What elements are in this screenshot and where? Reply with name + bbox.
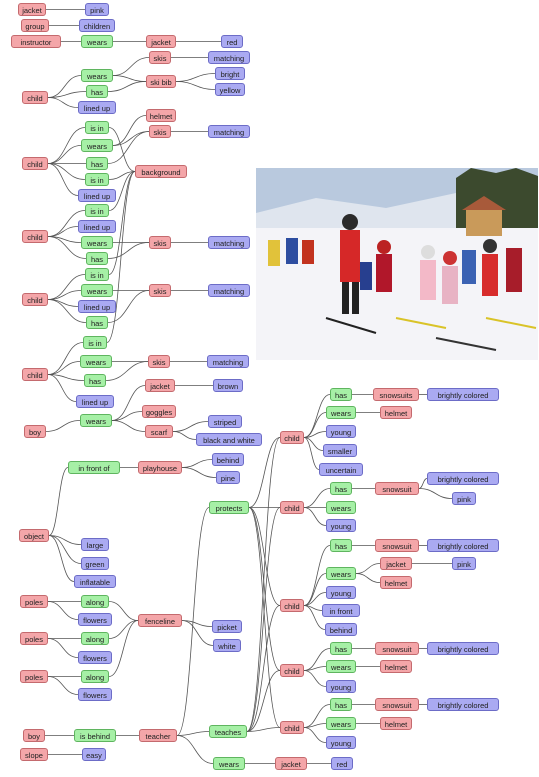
node-wears[interactable]: wears	[326, 406, 356, 419]
node-pink[interactable]: pink	[85, 3, 109, 16]
node-smaller[interactable]: smaller	[323, 444, 357, 457]
node-wears[interactable]: wears	[81, 284, 113, 297]
edge	[48, 677, 78, 695]
node-in-front[interactable]: in front	[322, 604, 360, 617]
node-large[interactable]: large	[81, 538, 109, 551]
edge	[48, 343, 83, 375]
node-jacket[interactable]: jacket	[275, 757, 307, 770]
node-skis[interactable]: skis	[149, 125, 171, 138]
edge	[182, 621, 213, 646]
node-protects[interactable]: protects	[209, 501, 249, 514]
photo-playhouse	[466, 208, 502, 236]
node-poles[interactable]: poles	[20, 595, 48, 608]
node-in-front-of[interactable]: in front of	[68, 461, 120, 474]
edge	[48, 275, 85, 300]
node-young[interactable]: young	[326, 519, 356, 532]
edge	[173, 432, 196, 440]
node-matching[interactable]: matching	[208, 125, 250, 138]
node-along[interactable]: along	[81, 670, 109, 683]
node-striped[interactable]: striped	[208, 415, 242, 428]
edge	[247, 438, 280, 732]
node-wears[interactable]: wears	[81, 139, 113, 152]
node-is-in[interactable]: is in	[85, 268, 109, 281]
node-black-and-white[interactable]: black and white	[196, 433, 262, 446]
node-jacket[interactable]: jacket	[145, 379, 175, 392]
node-helmet[interactable]: helmet	[380, 406, 412, 419]
node-children[interactable]: children	[79, 19, 115, 32]
node-green[interactable]: green	[81, 557, 109, 570]
node-is-in[interactable]: is in	[85, 121, 109, 134]
edge	[304, 671, 326, 687]
node-behind[interactable]: behind	[212, 453, 244, 466]
node-child[interactable]: child	[280, 501, 304, 514]
node-wears[interactable]: wears	[326, 501, 356, 514]
edge	[249, 508, 280, 671]
edge	[48, 375, 76, 402]
node-helmet[interactable]: helmet	[146, 109, 176, 122]
node-skis[interactable]: skis	[149, 284, 171, 297]
node-is-in[interactable]: is in	[85, 173, 109, 186]
node-playhouse[interactable]: playhouse	[138, 461, 182, 474]
node-group[interactable]: group	[21, 19, 49, 32]
node-wears[interactable]: wears	[81, 69, 113, 82]
node-young[interactable]: young	[326, 680, 356, 693]
node-along[interactable]: along	[81, 632, 109, 645]
node-has[interactable]: has	[330, 539, 352, 552]
node-teaches[interactable]: teaches	[209, 725, 247, 738]
node-young[interactable]: young	[326, 736, 356, 749]
node-boy[interactable]: boy	[24, 425, 46, 438]
edge	[304, 508, 326, 526]
node-young[interactable]: young	[326, 425, 356, 438]
node-wears[interactable]: wears	[80, 414, 112, 427]
node-object[interactable]: object	[19, 529, 49, 542]
node-matching[interactable]: matching	[208, 51, 250, 64]
edge	[176, 74, 215, 82]
edge	[48, 639, 78, 658]
node-lined-up[interactable]: lined up	[78, 220, 116, 233]
edge	[48, 602, 78, 620]
node-child[interactable]: child	[22, 230, 48, 243]
node-brightly-colored[interactable]: brightly colored	[427, 388, 499, 401]
edge	[249, 508, 280, 728]
node-inflatable[interactable]: inflatable	[74, 575, 116, 588]
node-jacket[interactable]: jacket	[146, 35, 176, 48]
node-scarf[interactable]: scarf	[145, 425, 173, 438]
node-brightly-colored[interactable]: brightly colored	[427, 698, 499, 711]
edge	[49, 468, 68, 536]
node-poles[interactable]: poles	[20, 632, 48, 645]
edge	[106, 362, 148, 381]
edge	[109, 621, 138, 639]
node-brightly-colored[interactable]: brightly colored	[427, 472, 499, 485]
node-goggles[interactable]: goggles	[142, 405, 176, 418]
edge	[304, 728, 326, 743]
edge	[113, 116, 146, 146]
edge	[419, 489, 452, 499]
node-has[interactable]: has	[86, 157, 108, 170]
node-skis[interactable]: skis	[149, 236, 171, 249]
node-lined-up[interactable]: lined up	[78, 300, 116, 313]
node-child[interactable]: child	[280, 664, 304, 677]
edge	[48, 98, 78, 108]
edge	[173, 422, 208, 432]
node-wears[interactable]: wears	[326, 567, 356, 580]
node-helmet[interactable]: helmet	[380, 576, 412, 589]
node-matching[interactable]: matching	[208, 284, 250, 297]
node-slope[interactable]: slope	[20, 748, 48, 761]
edge	[108, 82, 146, 92]
node-behind[interactable]: behind	[325, 623, 357, 636]
node-wears[interactable]: wears	[326, 660, 356, 673]
edge	[48, 291, 81, 300]
node-wears[interactable]: wears	[81, 236, 113, 249]
node-skis[interactable]: skis	[149, 51, 171, 64]
node-has[interactable]: has	[84, 374, 106, 387]
edge	[113, 76, 146, 82]
edge	[304, 438, 319, 470]
node-jacket[interactable]: jacket	[18, 3, 46, 16]
node-pink[interactable]: pink	[452, 557, 476, 570]
node-matching[interactable]: matching	[208, 236, 250, 249]
edge	[356, 574, 380, 583]
edge	[112, 421, 145, 432]
edge	[108, 132, 149, 164]
node-snowsuit[interactable]: snowsuit	[375, 482, 419, 495]
node-snowsuits[interactable]: snowsuits	[373, 388, 419, 401]
ski-lesson-photo	[256, 168, 538, 360]
node-snowsuit[interactable]: snowsuit	[375, 642, 419, 655]
node-along[interactable]: along	[81, 595, 109, 608]
node-wears[interactable]: wears	[81, 35, 113, 48]
node-instructor[interactable]: instructor	[11, 35, 61, 48]
edge	[177, 736, 213, 764]
node-yellow[interactable]: yellow	[215, 83, 245, 96]
node-matching[interactable]: matching	[207, 355, 249, 368]
node-pine[interactable]: pine	[216, 471, 240, 484]
node-wears[interactable]: wears	[326, 717, 356, 730]
node-poles[interactable]: poles	[20, 670, 48, 683]
node-jacket[interactable]: jacket	[380, 557, 412, 570]
node-is-behind[interactable]: is behind	[74, 729, 116, 742]
node-child[interactable]: child	[280, 599, 304, 612]
node-has[interactable]: has	[330, 482, 352, 495]
edge	[182, 468, 216, 478]
node-boy[interactable]: boy	[23, 729, 45, 742]
node-snowsuit[interactable]: snowsuit	[375, 539, 419, 552]
node-lined-up[interactable]: lined up	[78, 101, 116, 114]
node-child[interactable]: child	[22, 157, 48, 170]
node-lined-up[interactable]: lined up	[78, 189, 116, 202]
node-flowers[interactable]: flowers	[78, 688, 112, 701]
edge	[113, 58, 149, 76]
edge	[48, 375, 84, 381]
node-brown[interactable]: brown	[213, 379, 243, 392]
node-fenceline[interactable]: fenceline	[138, 614, 182, 627]
node-child[interactable]: child	[22, 91, 48, 104]
node-has[interactable]: has	[330, 388, 352, 401]
node-red[interactable]: red	[221, 35, 243, 48]
photo-instructor	[340, 230, 360, 282]
edge	[109, 602, 138, 621]
node-is-in[interactable]: is in	[85, 204, 109, 217]
edge	[48, 300, 78, 307]
node-brightly-colored[interactable]: brightly colored	[427, 642, 499, 655]
edge	[247, 508, 280, 732]
node-wears[interactable]: wears	[80, 355, 112, 368]
node-child[interactable]: child	[280, 721, 304, 734]
edge	[48, 164, 85, 180]
node-picket[interactable]: picket	[212, 620, 242, 633]
node-helmet[interactable]: helmet	[380, 660, 412, 673]
node-lined-up[interactable]: lined up	[76, 395, 114, 408]
edge	[176, 82, 215, 90]
node-skis[interactable]: skis	[148, 355, 170, 368]
node-has[interactable]: has	[86, 85, 108, 98]
node-white[interactable]: white	[213, 639, 241, 652]
node-is-in[interactable]: is in	[83, 336, 107, 349]
node-child[interactable]: child	[22, 368, 48, 381]
edge	[304, 413, 326, 438]
node-child[interactable]: child	[22, 293, 48, 306]
node-pink[interactable]: pink	[452, 492, 476, 505]
node-helmet[interactable]: helmet	[380, 717, 412, 730]
node-has[interactable]: has	[86, 252, 108, 265]
edge	[48, 76, 81, 98]
node-has[interactable]: has	[330, 698, 352, 711]
node-background[interactable]: background	[135, 165, 187, 178]
edge	[182, 460, 212, 468]
node-easy[interactable]: easy	[82, 748, 106, 761]
node-child[interactable]: child	[280, 431, 304, 444]
node-has[interactable]: has	[86, 316, 108, 329]
edge	[356, 564, 380, 574]
edge	[48, 362, 80, 375]
node-snowsuit[interactable]: snowsuit	[375, 698, 419, 711]
node-bright[interactable]: bright	[215, 67, 245, 80]
node-red[interactable]: red	[331, 757, 353, 770]
node-brightly-colored[interactable]: brightly colored	[427, 539, 499, 552]
edge	[177, 732, 209, 736]
node-wears[interactable]: wears	[213, 757, 245, 770]
edge	[108, 243, 149, 259]
photo-illustration	[256, 168, 538, 360]
edge	[48, 146, 81, 164]
node-ski-bib[interactable]: ski bib	[146, 75, 176, 88]
node-flowers[interactable]: flowers	[78, 651, 112, 664]
node-young[interactable]: young	[326, 586, 356, 599]
node-teacher[interactable]: teacher	[139, 729, 177, 742]
node-has[interactable]: has	[330, 642, 352, 655]
node-uncertain[interactable]: uncertain	[319, 463, 363, 476]
edge	[304, 574, 326, 606]
edge	[46, 421, 80, 432]
edge	[419, 479, 427, 489]
node-flowers[interactable]: flowers	[78, 613, 112, 626]
